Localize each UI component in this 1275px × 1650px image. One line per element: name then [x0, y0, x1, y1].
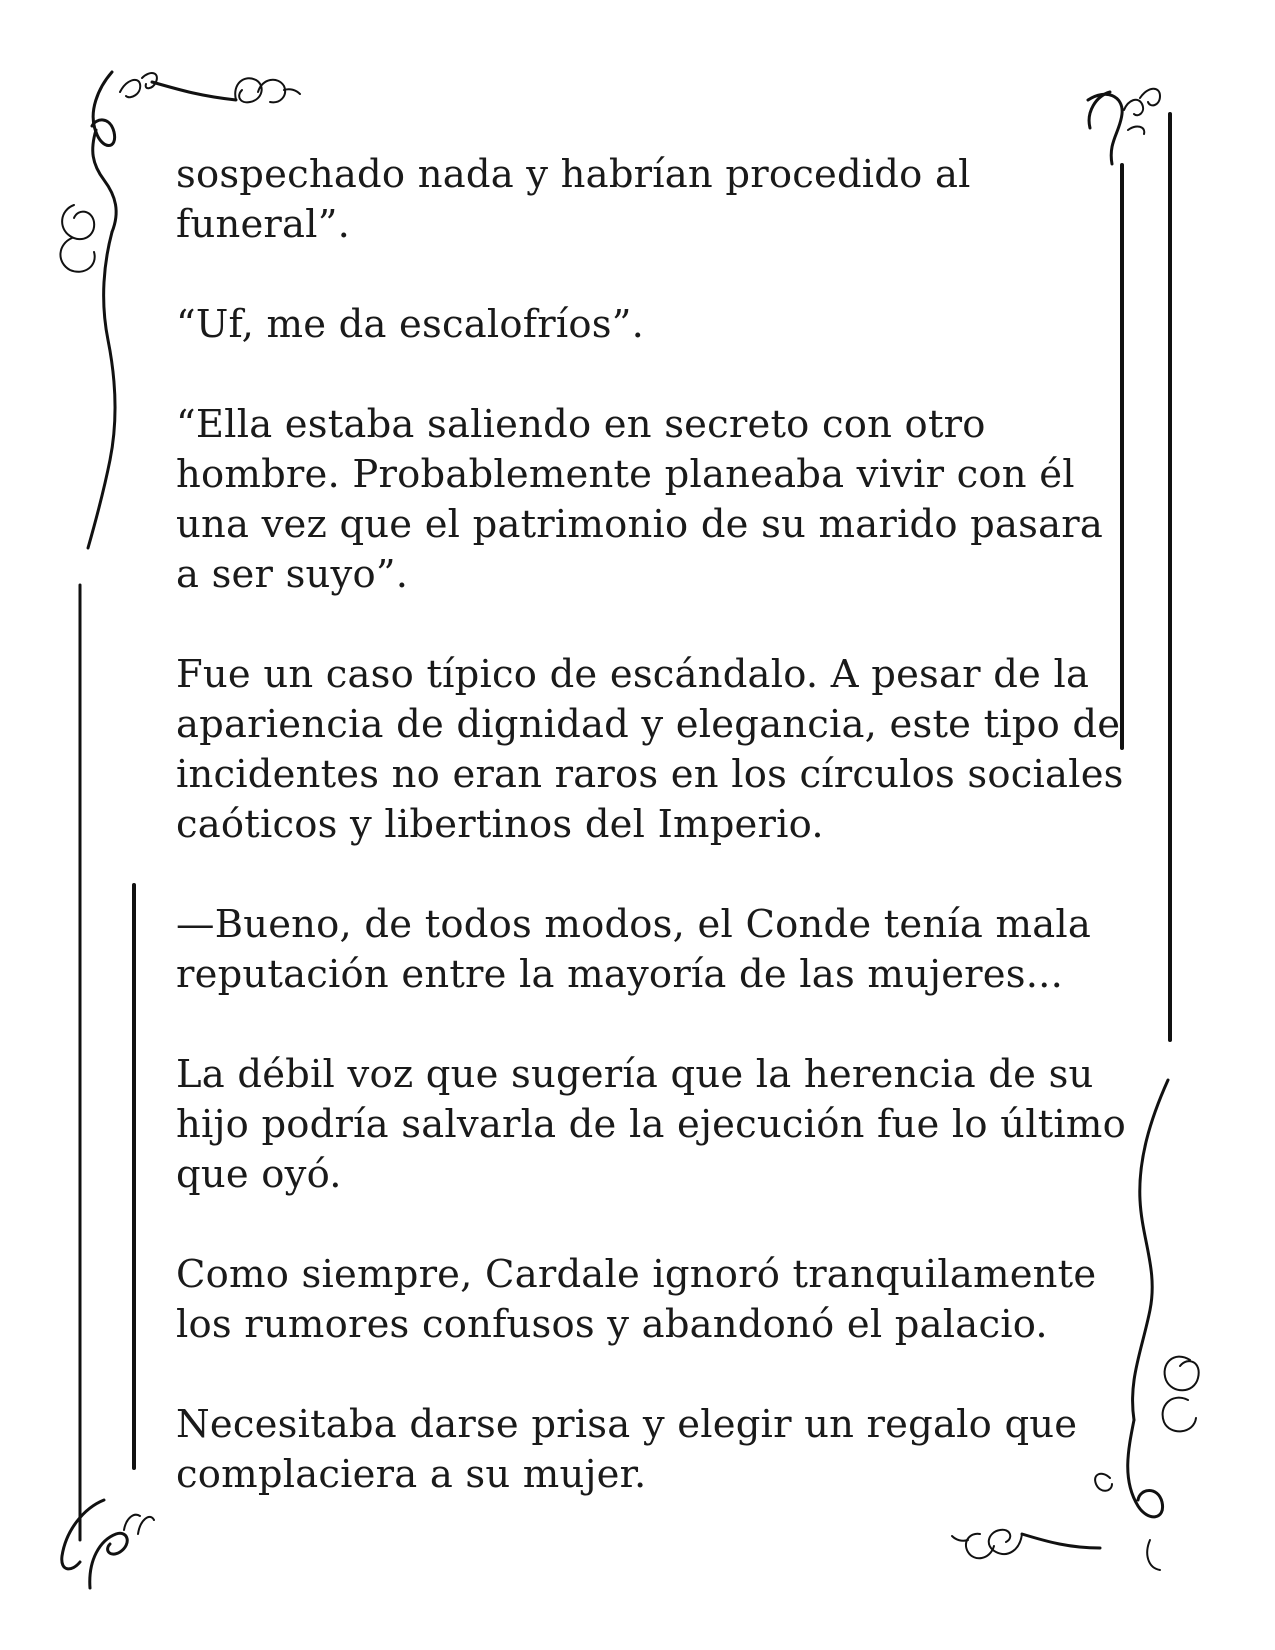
text-line: funeral”.: [176, 202, 351, 247]
paragraph: [176, 150, 1116, 250]
paragraph: [176, 650, 1124, 850]
text-line: a ser suyo”.: [176, 552, 409, 597]
text-line: reputación entre la mayoría de las mujeres...: [176, 952, 1064, 997]
text-line: —Bueno, de todos modos, el Conde tenía mala: [176, 902, 1092, 947]
text-line: que oyó.: [176, 1152, 342, 1197]
text-line: hijo podría salvarla de la ejecución fue lo último: [176, 1102, 1126, 1147]
paragraph: [176, 300, 1116, 350]
paragraph: [176, 1250, 1116, 1350]
bottom-left-flourish: [62, 1500, 154, 1588]
paragraph: [176, 400, 1116, 600]
text-line: Necesitaba darse prisa y elegir un regalo que: [176, 1402, 1078, 1447]
text-line: Como siempre, Cardale ignoró tranquilamente: [176, 1252, 1097, 1297]
text-line: los rumores confusos y abandonó el palacio.: [176, 1302, 1048, 1347]
text-line: Fue un caso típico de escándalo. A pesar de la: [176, 652, 1090, 697]
paragraph: [176, 1400, 1116, 1500]
text-line: sospechado nada y habrían procedido al: [176, 152, 971, 197]
text-line: “Uf, me da escalofríos”.: [176, 302, 645, 347]
text-line: apariencia de dignidad y elegancia, este tipo de: [176, 702, 1121, 747]
text-line: caóticos y libertinos del Imperio.: [176, 802, 824, 847]
text-line: complaciera a su mujer.: [176, 1452, 647, 1497]
paragraph: [176, 1050, 1126, 1200]
text-line: incidentes no eran raros en los círculos sociales: [176, 752, 1124, 797]
text-line: hombre. Probablemente planeaba vivir con él: [176, 452, 1075, 497]
text-line: La débil voz que sugería que la herencia de su: [176, 1052, 1094, 1097]
paragraph: [176, 900, 1116, 1000]
document-body: [176, 150, 1126, 1500]
text-line: “Ella estaba saliendo en secreto con otro: [176, 402, 986, 447]
text-line: una vez que el patrimonio de su marido pasara: [176, 502, 1104, 547]
